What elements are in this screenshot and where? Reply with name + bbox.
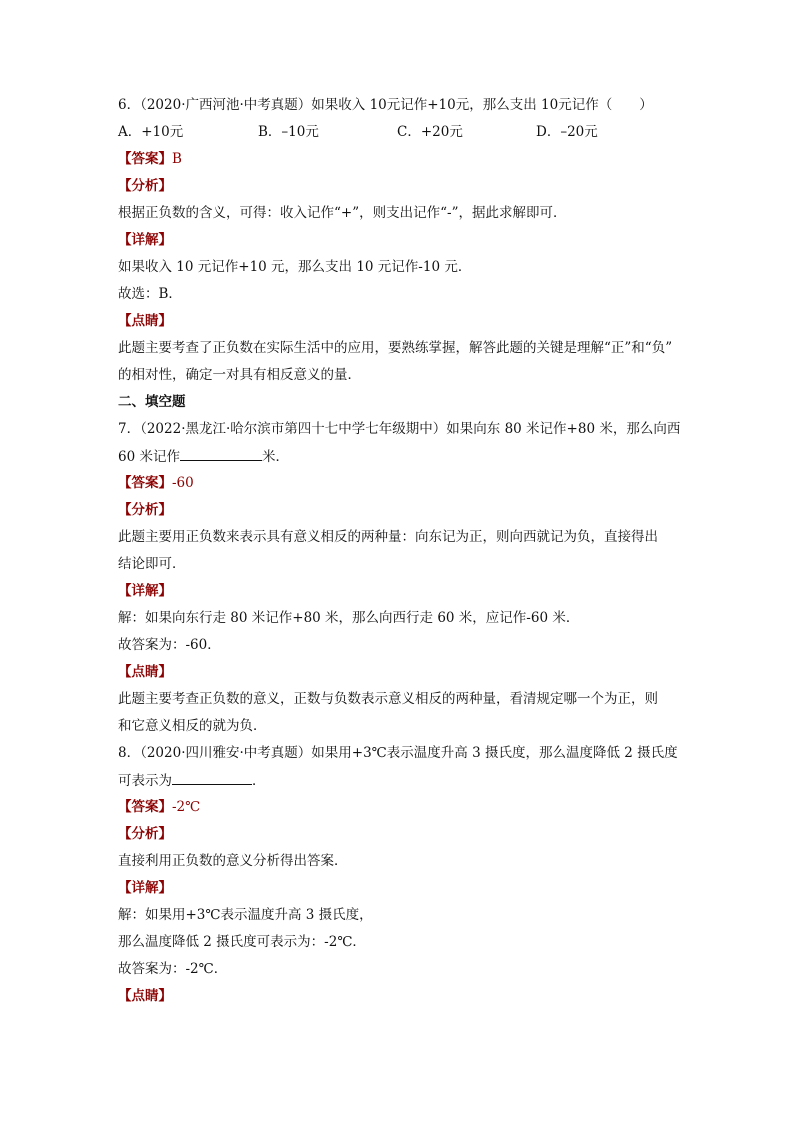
q7-stem-2b: 米． [261, 449, 289, 465]
q7-comment-2: 和它意义相反的就为负． [118, 718, 267, 734]
q6-answer: B [172, 151, 182, 167]
answer-tag: 【答案】 [118, 475, 172, 491]
q8-stem-2a: 可表示为 [118, 773, 172, 789]
q7-stem-1: 7．（2022·黑龙江·哈尔滨市第四十七中学七年级期中）如果向东 80 米记作+80 米，那么向西 [118, 421, 681, 437]
q6-answer-line [118, 149, 182, 169]
q7-answer: -60 [172, 475, 194, 491]
q7-analysis-1: 此题主要用正负数来表示具有意义相反的两种量：向东记为正，则向西就记为负，直接得出 [118, 529, 658, 545]
q6-comment-2: 的相对性，确定一对具有相反意义的量． [118, 367, 361, 383]
q8-stem-2 [118, 770, 266, 791]
q6-option-c: C．+20元 [397, 124, 463, 140]
q7-analysis-2: 结论即可． [118, 556, 186, 572]
comment-tag: 【点睛】 [118, 664, 172, 680]
q7-answer-blank [180, 446, 262, 461]
section-title: 二、填空题 [118, 394, 186, 410]
q8-answer-line [118, 797, 200, 817]
q8-stem-2b: ． [252, 773, 266, 789]
q6-option-d: D．–20元 [536, 124, 598, 140]
answer-tag: 【答案】 [118, 799, 172, 815]
q7-detail-1: 解：如果向东行走 80 米记作+80 米，那么向西行走 60 米，应记作-60 米． [118, 610, 580, 626]
detail-tag: 【详解】 [118, 880, 172, 896]
q7-comment-1: 此题主要考查正负数的意义，正数与负数表示意义相反的两种量，看清规定哪一个为正，则 [118, 691, 658, 707]
answer-tag: 【答案】 [118, 151, 172, 167]
comment-tag: 【点睛】 [118, 988, 172, 1004]
detail-tag: 【详解】 [118, 583, 172, 599]
q7-stem-2a: 60 米记作 [118, 449, 180, 465]
q6-comment-1: 此题主要考查了正负数在实际生活中的应用，要熟练掌握，解答此题的关键是理解“正”和“负” [118, 340, 673, 356]
q6-analysis: 根据正负数的含义，可得：收入记作“+”，则支出记作“-”，据此求解即可． [118, 205, 567, 221]
detail-tag: 【详解】 [118, 232, 172, 248]
analysis-tag: 【分析】 [118, 178, 172, 194]
analysis-tag: 【分析】 [118, 502, 172, 518]
comment-tag: 【点睛】 [118, 313, 172, 329]
q6-detail-1: 如果收入 10 元记作+10 元，那么支出 10 元记作-10 元． [118, 259, 472, 275]
q8-detail-1: 解：如果用+3℃表示温度升高 3 摄氏度， [118, 907, 373, 923]
q8-detail-3: 故答案为：-2℃． [118, 961, 228, 977]
q6-stem: 6．（2020·广西河池·中考真题）如果收入 10元记作+10元，那么支出 10元记作（ ） [118, 97, 653, 113]
q7-detail-2: 故答案为：-60． [118, 637, 221, 653]
analysis-tag: 【分析】 [118, 826, 172, 842]
q6-option-a: A．+10元 [118, 124, 184, 140]
q8-analysis: 直接利用正负数的意义分析得出答案． [118, 853, 348, 869]
q6-detail-2: 故选：B． [118, 286, 182, 302]
q6-option-b: B．–10元 [258, 124, 319, 140]
q7-stem-2 [118, 446, 289, 467]
q7-answer-line [118, 473, 194, 493]
q8-detail-2: 那么温度降低 2 摄氏度可表示为：-2℃． [118, 934, 366, 950]
q8-answer: -2℃ [172, 799, 201, 815]
q8-answer-blank [172, 770, 252, 785]
q8-stem-1: 8．（2020·四川雅安·中考真题）如果用+3℃表示温度升高 3 摄氏度，那么温度降低 2 摄氏度 [118, 745, 678, 761]
